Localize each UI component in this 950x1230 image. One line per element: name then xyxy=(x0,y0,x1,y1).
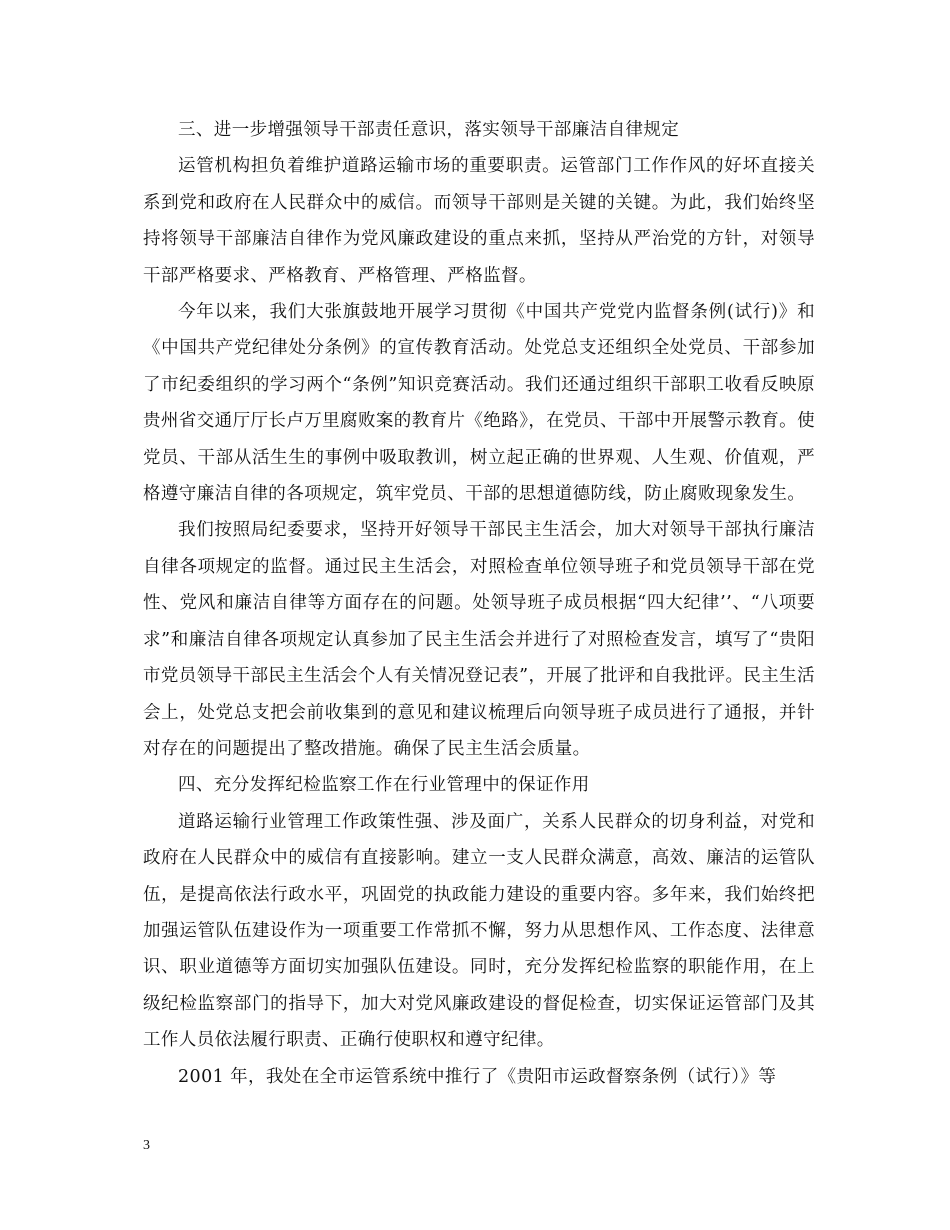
body-paragraph: 我们按照局纪委要求，坚持开好领导干部民主生活会，加大对领导干部执行廉洁自律各项规定的监督。通过民主生活会，对照检查单位领导班子和党员领导干部在党性、党风和廉洁自律等方面存在的问题。处领导班子成员根据“四大纪律’’、“八项要求”和廉洁自律各项规定认真参加了民主生活会并进行了对照检查发言，填写了“贵阳市党员领导干部民主生活会个人有关情况登记表”，开展了批评和自我批评。民主生活会上，处党总支把会前收集到的意见和建议梳理后向领导班子成员进行了通报，并针对存在的问题提出了整改措施。确保了民主生活会质量。 xyxy=(143,520,815,759)
page-number: 3 xyxy=(143,1138,150,1153)
body-paragraph: 2001 年，我处在全市运管系统中推行了《贵阳市运政督察条例（试行）》等 xyxy=(178,1066,777,1087)
document-body xyxy=(143,112,815,1095)
body-paragraph: 运管机构担负着维护道路运输市场的重要职责。运管部门工作作风的好坏直接关系到党和政府在人民群众中的威信。而领导干部则是关键的关键。为此，我们始终坚持将领导干部廉洁自律作为党风廉政建设的重点来抓，坚持从严治党的方针，对领导干部严格要求、严格教育、严格管理、严格监督。 xyxy=(143,156,815,286)
body-paragraph: 今年以来，我们大张旗鼓地开展学习贯彻《中国共产党党内监督条例(试行)》和《中国共产党纪律处分条例》的宣传教育活动。处党总支还组织全处党员、干部参加了市纪委组织的学习两个“条例”知识竞赛活动。我们还通过组织干部职工收看反映原贵州省交通厅厅长卢万里腐败案的教育片《绝路》，在党员、干部中开展警示教育。使党员、干部从活生生的事例中吸取教训，树立起正确的世界观、人生观、价值观，严格遵守廉洁自律的各项规定，筑牢党员、干部的思想道德防线，防止腐败现象发生。 xyxy=(143,302,815,505)
section-heading-3: 三、进一步增强领导干部责任意识，落实领导干部廉洁自律规定 xyxy=(178,120,680,140)
body-paragraph: 道路运输行业管理工作政策性强、涉及面广，关系人民群众的切身利益，对党和政府在人民群众中的威信有直接影响。建立一支人民群众满意，高效、廉洁的运管队伍，是提高依法行政水平，巩固党的执政能力建设的重要内容。多年来，我们始终把加强运管队伍建设作为一项重要工作常抓不懈，努力从思想作风、工作态度、法律意识、职业道德等方面切实加强队伍建设。同时，充分发挥纪检监察的职能作用，在上级纪检监察部门的指导下，加大对党风廉政建设的督促检查，切实保证运管部门及其工作人员依法履行职责、正确行使职权和遵守纪律。 xyxy=(143,811,815,1051)
section-heading-4: 四、充分发挥纪检监察工作在行业管理中的保证作用 xyxy=(178,775,590,796)
